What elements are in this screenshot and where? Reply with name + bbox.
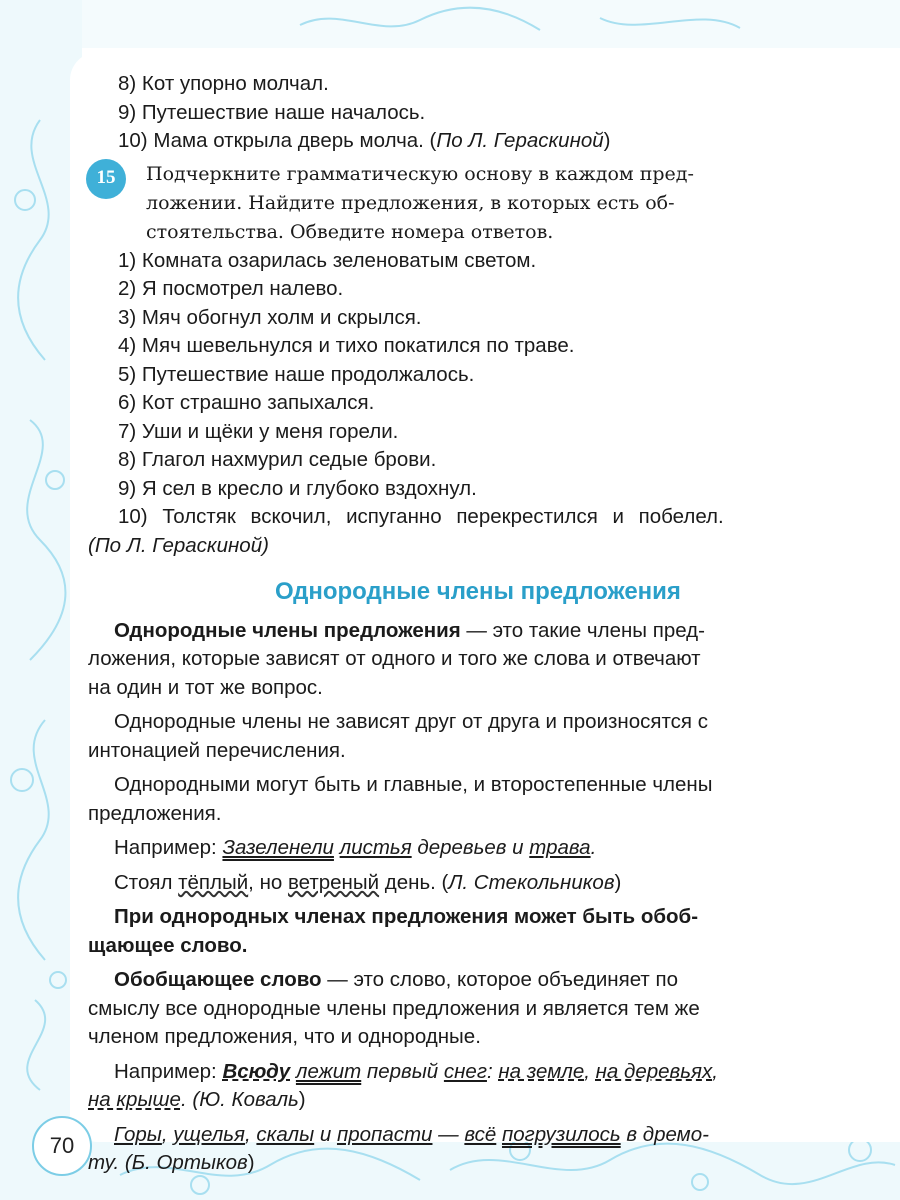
task-15 [88,160,868,247]
sentence-item: 2) Я посмотрел налево. [118,277,344,300]
subject: ущелья [173,1122,246,1146]
definition-text: — это слово, которое объединяет по [321,968,679,991]
definition-line: смыслу все однородные члены предложения и является тем же [88,996,700,1020]
example-text: ту. ( [88,1151,132,1174]
subject: Горы [114,1122,162,1146]
term: Обобщающее слово [114,968,322,991]
example-4 [88,1121,868,1150]
author-citation: По Л. Гераскиной [436,129,604,152]
page-content [88,70,868,1178]
paragraph-line: интонацией перечисления. [88,738,346,762]
list-item [88,127,868,156]
task-line: стоятельства. Обведите номера ответов. [146,220,554,243]
adverbial: Всюду [222,1059,291,1083]
example-lead: Например: [114,836,223,859]
author-citation: Ю. Коваль [199,1088,299,1111]
sentence-item: 4) Мяч шевельнулся и тихо покатился по траве. [118,334,575,357]
adverbial: на крыше [88,1088,181,1111]
sentence-item: 5) Путешествие наше продолжалось. [118,362,475,386]
list-item-text: 10) Мама открыла дверь молча. ( [118,129,437,152]
definition-paragraph [88,617,868,646]
example-text: — [432,1122,465,1146]
list-item: 8) Кот упорно молчал. [118,72,329,95]
attribute: тёплый [178,870,249,894]
example-lead: Например: [114,1059,223,1083]
predicate: лежит [295,1059,362,1083]
example-text: . [590,836,597,859]
sentence-item: 8) Глагол нахмурил седые брови. [118,448,437,471]
example-4-cont [88,1149,868,1178]
example-3 [88,1058,868,1087]
task-line: ложении. Найдите предложения, в которых есть об- [146,191,675,214]
bracket: ) [298,1088,306,1111]
section-title: Однородные члены предложения [275,578,681,605]
definition-paragraph [88,966,868,995]
example-text: , [245,1122,257,1146]
predicate: погрузилось [501,1122,621,1146]
bracket: ) [603,129,611,152]
definition-text: — это такие члены пред- [460,618,705,642]
rule-text: щающее слово. [88,933,248,957]
subject: снег [443,1059,487,1083]
rule-line [88,932,868,961]
sentence-item: 9) Я сел в кресло и глубоко вздохнул. [118,476,477,500]
term: Однородные члены предложения [114,618,461,642]
rule-line [88,903,868,932]
example-text: и [314,1122,337,1146]
author-citation: Б. Ортыков [131,1151,248,1174]
example-text: деревьев и [411,836,530,859]
subject: скалы [256,1122,315,1146]
author-citation: Л. Стекольников [448,870,615,894]
example-text: , [712,1059,718,1083]
example-text: , [161,1122,174,1146]
rule-text: При однородных членах предложения может быть обоб- [114,905,699,928]
adverbial: на деревьях [595,1059,713,1083]
paragraph-line: Однородные члены не зависят друг от друга и произносятся с [114,710,708,733]
example-1 [88,834,868,863]
example-text: Стоял [114,870,179,894]
subject: пропасти [336,1122,433,1146]
bracket: ) [614,870,622,894]
sentence-item: 7) Уши и щёки у меня горели. [118,419,399,443]
example-text: , [584,1059,596,1083]
paragraph-line: Однородными могут быть и главные, и второстепенные члены [114,773,713,796]
example-text: в дремо- [620,1122,709,1146]
definition-line: членом предложения, что и однородные. [88,1025,481,1048]
adverbial: на земле [498,1059,585,1083]
example-text: первый [361,1059,444,1083]
subject: трава [529,836,591,859]
task-number-badge: 15 [86,159,126,199]
paragraph-line: предложения. [88,801,222,825]
sentence-item: 10) Толстяк вскочил, испуганно перекрестился и побелел. [118,505,724,528]
list-item: 9) Путешествие наше началось. [118,100,426,124]
example-text: : [486,1059,499,1083]
task-instruction [88,160,868,247]
bracket: ) [247,1151,255,1174]
example-text: день. ( [379,870,449,894]
example-text: , но [248,870,288,894]
task-line: Подчеркните грамматическую основу в каждом пред- [146,162,694,185]
subject: листья [339,836,412,859]
example-text: . ( [180,1088,200,1111]
example-2 [88,869,868,898]
author-citation: (По Л. Гераскиной) [88,533,269,557]
sentence-item: 6) Кот страшно запыхался. [118,391,375,414]
definition-line: ложения, которые зависят от одного и того же слова и отвечают [88,647,701,670]
sentence-item: 3) Мяч обогнул холм и скрылся. [118,305,422,329]
example-3-cont [88,1086,868,1115]
definition-line: на один и тот же вопрос. [88,675,323,699]
sentence-item: 1) Комната озарилась зеленоватым светом. [118,248,537,272]
attribute: ветреный [287,870,380,894]
page-number: 70 [32,1116,92,1176]
subject: всё [464,1122,497,1146]
predicate: Зазеленели [222,836,334,859]
